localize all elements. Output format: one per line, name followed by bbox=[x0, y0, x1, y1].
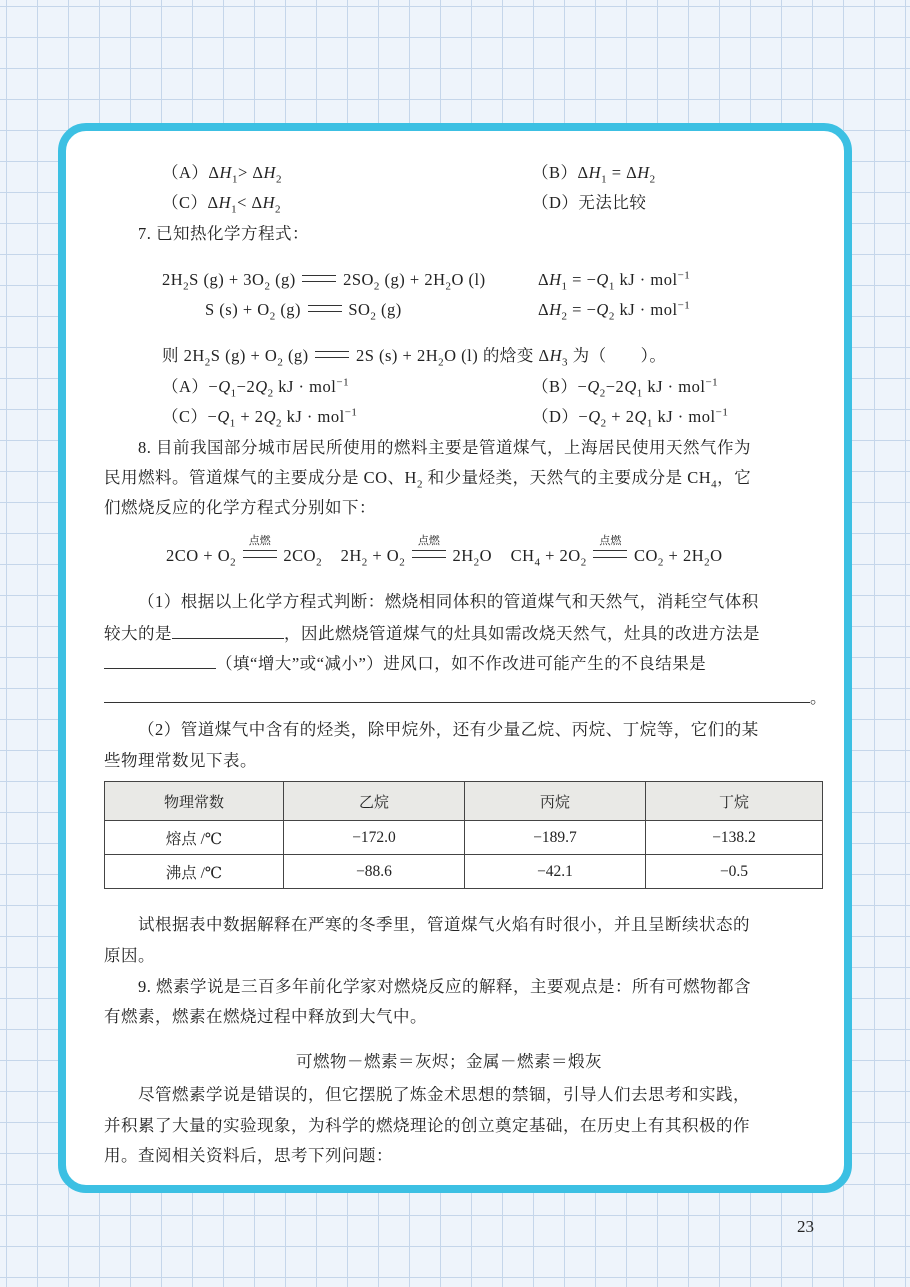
q7-equation-2: S $(s) + O_2$ (g) $SO_2$ (g) bbox=[205, 300, 402, 323]
table-header-cell: 乙烷 bbox=[284, 782, 465, 821]
q7-equation-1: $2H_2S$ $(g) + 3O_2$ (g) $2SO_2$ $(g) + 2H_2O$ (l) bbox=[162, 270, 486, 293]
q8-part1-line-4: 。 bbox=[104, 686, 827, 709]
q8-line-3: 们燃烧反应的化学方程式分别如下： bbox=[104, 498, 376, 517]
q7-enthalpy-1: $\Delta H_1 = -Q_1$ kJ · mol$^{-1}$ bbox=[538, 269, 691, 293]
table-cell: 熔点 /℃ bbox=[105, 821, 284, 855]
table-cell: 沸点 /℃ bbox=[105, 855, 284, 889]
q7-enthalpy-2: $\Delta H_2 = -Q_2$ kJ · mol$^{-1}$ bbox=[538, 299, 691, 323]
q8-part3-line-1: 试根据表中数据解释在严寒的冬季里，管道煤气火焰有时很小，并且呈断续状态的 bbox=[138, 915, 750, 934]
q7-option-a: $(A)-Q_1-2Q_2$ kJ · mol$^{-1}$ bbox=[162, 376, 350, 400]
q9-line-4: 并积累了大量的实验现象，为科学的燃烧理论的创立奠定基础，在历史上有其积极的作 bbox=[104, 1116, 750, 1135]
q8-equations: $2CO + O_2$ 点燃 $2CO_2$ $2H_2 + O_2$ 点燃 $2H_2O$ $CH_4 + 2O_2$ 点燃 $CO_2 + 2H_2O$ bbox=[166, 535, 723, 569]
q6-option-a: $(A)\Delta H_1> \Delta H_2$ bbox=[162, 163, 282, 186]
q7-option-d: $(D)-Q_2 + 2Q_1$ kJ · mol$^{-1}$ bbox=[532, 406, 729, 430]
q9-line-5: 用。查阅相关资料后，思考下列问题： bbox=[104, 1146, 393, 1165]
q9-line-1: 9. 燃素学说是三百多年前化学家对燃烧反应的解释，主要观点是：所有可燃物都含 bbox=[138, 977, 751, 996]
table-row bbox=[105, 855, 823, 889]
q8-part1-line-1: （1）根据以上化学方程式判断：燃烧相同体积的管道煤气和天然气，消耗空气体积 bbox=[138, 592, 759, 611]
q7-option-b: $(B)-Q_2-2Q_1$ kJ · mol$^{-1}$ bbox=[532, 376, 719, 400]
page-number: 23 bbox=[797, 1217, 814, 1236]
table-header-cell: 物理常数 bbox=[105, 782, 284, 821]
answer-blank-2[interactable] bbox=[104, 652, 216, 669]
q8-line-1: 8. 目前我国部分城市居民所使用的燃料主要是管道煤气，上海居民使用天然气作为 bbox=[138, 438, 751, 457]
table-cell: −88.6 bbox=[284, 855, 465, 889]
page-content bbox=[66, 131, 844, 1185]
q7-question: 则 $2H_2S$ $(g) + O_2$ (g) 2S $(s) + 2H_2O$ (l) 的焓变 $\Delta H_3$ 为（ ）。 bbox=[162, 346, 667, 369]
q7-option-c: $(C)-Q_1 + 2Q_2$ kJ · mol$^{-1}$ bbox=[162, 406, 358, 430]
answer-blank-1[interactable] bbox=[172, 622, 284, 639]
q8-part1-line-3: （填“增大”或“减小”）进风口，如不作改进可能产生的不良结果是 bbox=[104, 652, 706, 675]
q8-part3-line-2: 原因。 bbox=[104, 946, 155, 965]
q8-part1-line-2: 较大的是 ，因此燃烧管道煤气的灶具如需改烧天然气，灶具的改进方法是 bbox=[104, 624, 760, 643]
q7-stem: 7. 已知热化学方程式： bbox=[138, 224, 309, 243]
table-row bbox=[105, 821, 823, 855]
q9-line-3: 尽管燃素学说是错误的，但它摆脱了炼金术思想的禁锢，引导人们去思考和实践， bbox=[138, 1085, 750, 1104]
table-cell: −138.2 bbox=[646, 821, 823, 855]
table-cell: −42.1 bbox=[465, 855, 646, 889]
table-header-row bbox=[105, 782, 823, 821]
table-cell: −172.0 bbox=[284, 821, 465, 855]
table-header-cell: 丙烷 bbox=[465, 782, 646, 821]
q9-formula: 可燃物－燃素＝灰烬；金属－燃素＝煅灰 bbox=[296, 1052, 602, 1071]
table-cell: −189.7 bbox=[465, 821, 646, 855]
physical-constants-table bbox=[104, 781, 823, 889]
table-header-cell: 丁烷 bbox=[646, 782, 823, 821]
q8-part2-line-2: 些物理常数见下表。 bbox=[104, 751, 257, 770]
table-cell: −0.5 bbox=[646, 855, 823, 889]
q8-line-2: 民用燃料。管道煤气的主要成分是 CO、$H_2$ 和少量烃类，天然气的主要成分是 $CH_4$，它 bbox=[104, 468, 752, 491]
q6-option-b: $(B)\Delta H_1 = \Delta H_2$ bbox=[532, 163, 656, 186]
answer-blank-3[interactable] bbox=[104, 686, 810, 703]
content-panel bbox=[58, 123, 852, 1193]
q9-line-2: 有燃素，燃素在燃烧过程中释放到大气中。 bbox=[104, 1007, 427, 1026]
q8-part2-line-1: （2）管道煤气中含有的烃类，除甲烷外，还有少量乙烷、丙烷、丁烷等，它们的某 bbox=[138, 720, 759, 739]
q6-option-d: （D）无法比较 bbox=[532, 193, 647, 212]
q6-option-c: $(C)\Delta H_1< \Delta H_2$ bbox=[162, 193, 282, 216]
